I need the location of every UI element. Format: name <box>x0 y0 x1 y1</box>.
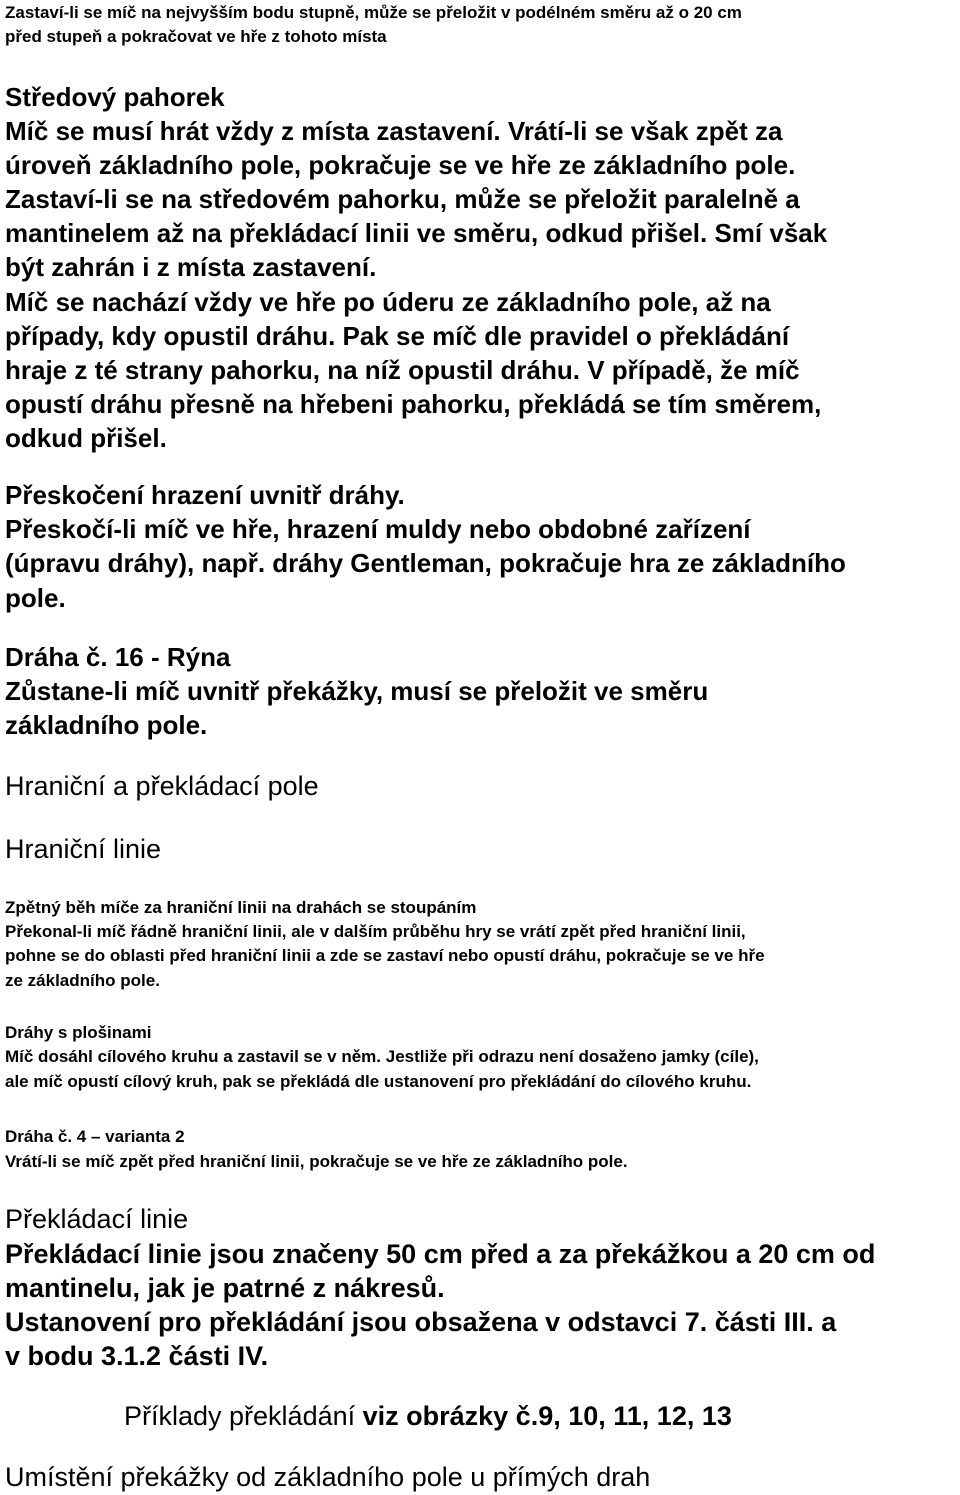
heading-drahy-s-plosinami: Dráhy s plošinami <box>5 1023 152 1042</box>
text-line: pole. <box>5 583 66 613</box>
text-line: hraje z té strany pahorku, na níž opustil dráhu. V případě, že míč <box>5 355 800 385</box>
text-line: mantinelu, jak je patrné z nákresů. <box>5 1273 445 1303</box>
subsection-title: Hraniční linie <box>5 834 162 864</box>
text-line: opustí dráhu přesně na hřebeni pahorku, překládá se tím směrem, <box>5 389 822 419</box>
text-line: Překládací linie jsou značeny 50 cm před a za překážkou a 20 cm od <box>5 1239 876 1269</box>
heading-stredovy-pahorek: Středový pahorek <box>5 82 225 112</box>
examples-prefix: Příklady překládání <box>124 1401 363 1431</box>
text-line: Ustanovení pro překládání jsou obsažena v odstavci 7. části III. a <box>5 1307 837 1337</box>
text-line: Míč se nachází vždy ve hře po úderu ze základního pole, až na <box>5 287 771 317</box>
text-line: odkud přišel. <box>5 423 167 453</box>
text-line: Zastaví-li se na středovém pahorku, může se přeložit paralelně a <box>5 184 800 214</box>
examples-reference: viz obrázky č.9, 10, 11, 12, 13 <box>362 1401 732 1431</box>
text-line: případy, kdy opustil dráhu. Pak se míč dle pravidel o překládání <box>5 321 790 351</box>
heading-draha-4: Dráha č. 4 – varianta 2 <box>5 1127 185 1146</box>
text-line: pohne se do oblasti před hraniční linii a zde se zastaví nebo opustí dráhu, pokračuje se ve hře <box>5 946 765 965</box>
text-line: být zahrán i z místa zastavení. <box>5 252 377 282</box>
text-line: mantinelem až na překládací linii ve směru, odkud přišel. Smí však <box>5 218 828 248</box>
text-line: Překonal-li míč řádně hraniční linii, ale v dalším průběhu hry se vrátí zpět před hraniční linii, <box>5 922 746 941</box>
section-title: Hraniční a překládací pole <box>5 771 319 801</box>
text-line: Míč dosáhl cílového kruhu a zastavil se v něm. Jestliže při odrazu není dosaženo jamky (cíle), <box>5 1047 759 1066</box>
text-line: ze základního pole. <box>5 971 160 990</box>
text-line: (úpravu dráhy), např. dráhy Gentleman, pokračuje hra ze základního <box>5 548 846 578</box>
text-line: ale míč opustí cílový kruh, pak se překládá dle ustanovení pro překládání do cílového kruhu. <box>5 1072 752 1091</box>
text-line: úroveň základního pole, pokračuje se ve hře ze základního pole. <box>5 150 796 180</box>
text-line: Míč se musí hrát vždy z místa zastavení. Vrátí-li se však zpět za <box>5 116 783 146</box>
heading-prekladaci-linie: Překládací linie <box>5 1204 189 1234</box>
heading-draha-16: Dráha č. 16 - Rýna <box>5 642 231 672</box>
heading-preskoceni: Přeskočení hrazení uvnitř dráhy. <box>5 480 405 510</box>
text-line: Zůstane-li míč uvnitř překážky, musí se přeložit ve směru <box>5 676 709 706</box>
heading-zpetny-beh: Zpětný běh míče za hraniční linii na drahách se stoupáním <box>5 898 477 917</box>
examples-line <box>124 1403 732 1430</box>
footer-line: Umístění překážky od základního pole u přímých drah <box>5 1462 651 1492</box>
text-line: Vrátí-li se míč zpět před hraniční linii, pokračuje se ve hře ze základního pole. <box>5 1152 628 1171</box>
text-line: základního pole. <box>5 710 208 740</box>
text-line: v bodu 3.1.2 části IV. <box>5 1341 269 1371</box>
text-line: Zastaví-li se míč na nejvyšším bodu stupně, může se přeložit v podélném směru až o 20 cm <box>5 3 742 22</box>
text-line: Přeskočí-li míč ve hře, hrazení muldy nebo obdobné zařízení <box>5 514 751 544</box>
text-line: před stupeň a pokračovat ve hře z tohoto místa <box>5 27 387 46</box>
